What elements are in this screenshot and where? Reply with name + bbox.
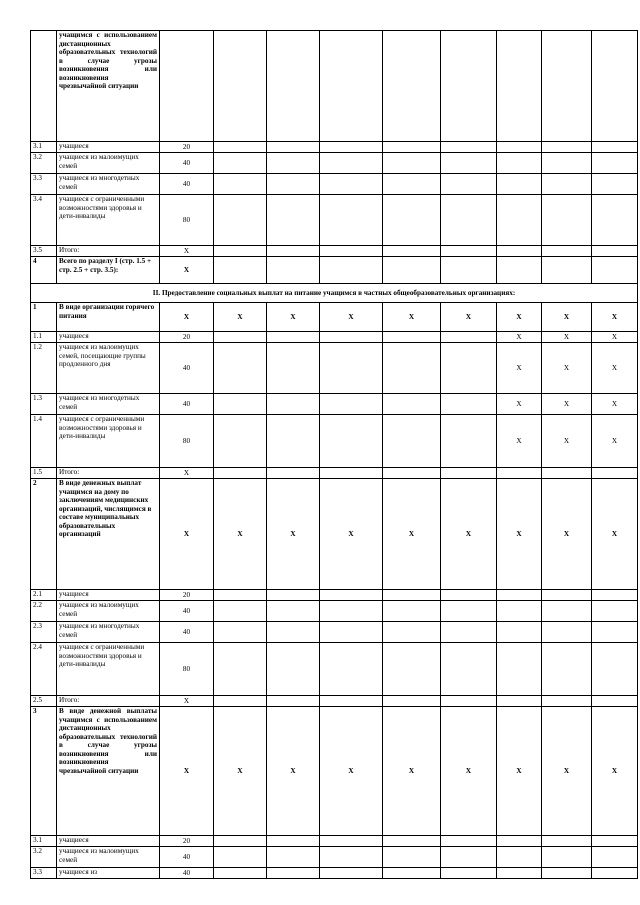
payments-table — [30, 30, 638, 879]
row-cell — [267, 468, 320, 479]
row-label: учащиеся из многодетных семей — [57, 622, 160, 643]
row-label: учащиеся из малоимущих семей — [57, 847, 160, 868]
table-row — [31, 343, 638, 394]
document-page — [30, 30, 617, 879]
table-row — [31, 394, 638, 415]
row-cell — [320, 868, 383, 879]
row-cell: Х — [542, 394, 592, 415]
row-label: В виде организации горячего питания — [57, 303, 160, 332]
row-cell: Х — [320, 707, 383, 836]
row-label: учащиеся с ограниченными возможностями здоровья и дети-инвалиды — [57, 195, 160, 246]
row-cell — [592, 153, 638, 174]
row-number: 2.1 — [31, 590, 57, 601]
row-value: 20 — [160, 590, 214, 601]
table-row — [31, 195, 638, 246]
row-cell — [214, 394, 267, 415]
table-row — [31, 257, 638, 284]
row-cell — [497, 868, 542, 879]
row-cell — [542, 468, 592, 479]
table-row — [31, 246, 638, 257]
row-cell — [267, 415, 320, 468]
row-cell — [214, 195, 267, 246]
row-value: Х — [160, 696, 214, 707]
row-cell — [441, 836, 497, 847]
row-number: 3.1 — [31, 836, 57, 847]
row-number: 3.3 — [31, 868, 57, 879]
row-cell — [320, 643, 383, 696]
section-header: II. Предоставление социальных выплат на питание учащимся в частных общеобразовательных организациях: — [31, 284, 638, 303]
row-cell — [383, 153, 441, 174]
row-cell — [497, 601, 542, 622]
row-cell — [441, 601, 497, 622]
row-cell — [383, 847, 441, 868]
row-value: 40 — [160, 394, 214, 415]
row-number: 2.2 — [31, 601, 57, 622]
row-cell — [383, 590, 441, 601]
row-label: учащимся с использованием дистанционных образовательных технологий в случае угрозы возникновения или возникновения чрезвычайной ситуации — [57, 31, 160, 142]
row-number: 1 — [31, 303, 57, 332]
row-cell: Х — [497, 343, 542, 394]
row-number: 1.1 — [31, 332, 57, 343]
row-cell: Х — [214, 479, 267, 590]
row-cell — [542, 31, 592, 142]
row-cell — [441, 343, 497, 394]
row-cell — [383, 142, 441, 153]
row-cell — [320, 195, 383, 246]
row-cell — [497, 468, 542, 479]
row-cell — [592, 601, 638, 622]
row-cell — [383, 195, 441, 246]
row-cell: Х — [542, 479, 592, 590]
row-number: 1.4 — [31, 415, 57, 468]
table-row — [31, 153, 638, 174]
row-cell — [320, 696, 383, 707]
row-cell: Х — [267, 479, 320, 590]
row-cell: Х — [441, 479, 497, 590]
row-cell — [320, 622, 383, 643]
row-cell — [592, 142, 638, 153]
row-label: Итого: — [57, 246, 160, 257]
row-cell — [542, 622, 592, 643]
row-cell — [383, 332, 441, 343]
row-cell — [497, 836, 542, 847]
row-cell: Х — [267, 707, 320, 836]
row-cell — [267, 153, 320, 174]
row-cell — [383, 468, 441, 479]
table-row — [31, 696, 638, 707]
row-cell — [267, 643, 320, 696]
row-cell: Х — [542, 303, 592, 332]
row-cell: Х — [542, 343, 592, 394]
row-cell: Х — [497, 479, 542, 590]
row-cell — [441, 847, 497, 868]
row-cell — [214, 468, 267, 479]
row-cell — [267, 601, 320, 622]
row-cell — [441, 415, 497, 468]
row-label: учащиеся — [57, 590, 160, 601]
row-cell: Х — [441, 707, 497, 836]
row-cell — [320, 174, 383, 195]
row-cell: Х — [542, 707, 592, 836]
row-cell — [383, 343, 441, 394]
row-cell — [441, 246, 497, 257]
row-cell — [267, 31, 320, 142]
row-cell — [214, 332, 267, 343]
row-cell — [441, 195, 497, 246]
row-value: 40 — [160, 153, 214, 174]
row-cell — [267, 343, 320, 394]
row-cell — [592, 195, 638, 246]
row-cell — [320, 31, 383, 142]
row-cell — [441, 174, 497, 195]
row-label: учащиеся с ограниченными возможностями здоровья и дети-инвалиды — [57, 643, 160, 696]
row-cell — [267, 696, 320, 707]
row-cell — [214, 601, 267, 622]
row-value: 40 — [160, 868, 214, 879]
row-cell: Х — [320, 479, 383, 590]
row-number: 3 — [31, 707, 57, 836]
row-cell — [214, 622, 267, 643]
row-cell — [592, 847, 638, 868]
row-value: Х — [160, 257, 214, 284]
row-label: учащиеся из — [57, 868, 160, 879]
row-cell — [383, 836, 441, 847]
row-cell — [592, 590, 638, 601]
row-value: Х — [160, 707, 214, 836]
row-cell — [383, 868, 441, 879]
row-number: 3.2 — [31, 153, 57, 174]
row-cell — [267, 394, 320, 415]
row-cell — [383, 622, 441, 643]
row-cell — [497, 643, 542, 696]
row-cell — [320, 142, 383, 153]
row-cell — [542, 142, 592, 153]
row-cell — [320, 332, 383, 343]
row-cell — [441, 590, 497, 601]
row-number: 3.4 — [31, 195, 57, 246]
row-number: 1.2 — [31, 343, 57, 394]
row-cell: Х — [497, 394, 542, 415]
row-cell — [320, 153, 383, 174]
row-cell — [542, 601, 592, 622]
row-cell — [383, 174, 441, 195]
row-cell — [441, 153, 497, 174]
row-cell — [497, 246, 542, 257]
row-label: учащиеся с ограниченными возможностями здоровья и дети-инвалиды — [57, 415, 160, 468]
table-row — [31, 479, 638, 590]
row-cell — [320, 257, 383, 284]
table-row — [31, 601, 638, 622]
row-value: 40 — [160, 343, 214, 394]
row-cell — [542, 696, 592, 707]
row-cell: Х — [497, 303, 542, 332]
row-value: 20 — [160, 142, 214, 153]
row-label: учащиеся из многодетных семей — [57, 174, 160, 195]
row-cell — [320, 246, 383, 257]
row-cell: Х — [214, 303, 267, 332]
row-cell — [214, 246, 267, 257]
row-number: 4 — [31, 257, 57, 284]
row-cell — [542, 847, 592, 868]
row-cell — [267, 246, 320, 257]
table-row — [31, 707, 638, 836]
row-cell — [214, 868, 267, 879]
row-number: 3.1 — [31, 142, 57, 153]
row-value: Х — [160, 246, 214, 257]
row-cell — [592, 468, 638, 479]
row-number: 1.5 — [31, 468, 57, 479]
row-value: 40 — [160, 847, 214, 868]
row-cell: Х — [542, 332, 592, 343]
row-cell: Х — [497, 707, 542, 836]
row-cell — [383, 643, 441, 696]
row-cell — [497, 153, 542, 174]
row-cell — [383, 257, 441, 284]
row-cell — [383, 601, 441, 622]
row-cell — [497, 31, 542, 142]
row-label: В виде денежных выплат учащимся на дому по заключениям медицинских организаций, числящимся в составе муниципальных образовательных организаций — [57, 479, 160, 590]
row-label: Итого: — [57, 696, 160, 707]
row-cell — [542, 246, 592, 257]
row-cell — [592, 622, 638, 643]
row-cell — [592, 836, 638, 847]
row-cell — [267, 590, 320, 601]
row-cell — [592, 31, 638, 142]
table-row — [31, 643, 638, 696]
row-cell — [592, 174, 638, 195]
table-row — [31, 590, 638, 601]
row-cell — [441, 868, 497, 879]
row-cell: Х — [592, 332, 638, 343]
table-row — [31, 847, 638, 868]
row-cell — [267, 836, 320, 847]
table-row — [31, 468, 638, 479]
row-value: 40 — [160, 174, 214, 195]
row-cell — [542, 257, 592, 284]
row-value: 80 — [160, 415, 214, 468]
row-cell — [267, 332, 320, 343]
row-cell — [214, 343, 267, 394]
row-cell — [542, 836, 592, 847]
row-value: Х — [160, 303, 214, 332]
row-cell — [497, 696, 542, 707]
row-cell — [214, 847, 267, 868]
row-cell — [441, 468, 497, 479]
table-row — [31, 174, 638, 195]
table-body — [31, 31, 638, 879]
row-cell — [441, 31, 497, 142]
table-row — [31, 303, 638, 332]
row-cell: Х — [441, 303, 497, 332]
row-cell — [497, 257, 542, 284]
row-cell: Х — [383, 303, 441, 332]
row-cell — [320, 847, 383, 868]
row-value — [160, 31, 214, 142]
row-cell — [267, 174, 320, 195]
row-number: 2 — [31, 479, 57, 590]
row-value: 20 — [160, 836, 214, 847]
row-label: Всего по разделу I (стр. 1.5 + стр. 2.5 + стр. 3.5): — [57, 257, 160, 284]
row-cell — [542, 195, 592, 246]
row-cell: Х — [542, 415, 592, 468]
row-cell — [497, 590, 542, 601]
row-cell — [320, 836, 383, 847]
row-cell — [542, 868, 592, 879]
row-label: учащиеся из малоимущих семей, посещающие группы продленного дня — [57, 343, 160, 394]
row-value: 20 — [160, 332, 214, 343]
row-cell: Х — [267, 303, 320, 332]
row-cell — [542, 643, 592, 696]
row-label: учащиеся из многодетных семей — [57, 394, 160, 415]
row-cell — [441, 332, 497, 343]
row-cell — [441, 643, 497, 696]
row-cell — [383, 31, 441, 142]
row-cell: Х — [592, 479, 638, 590]
row-cell — [267, 195, 320, 246]
row-value: Х — [160, 479, 214, 590]
row-cell — [592, 696, 638, 707]
row-cell — [214, 257, 267, 284]
row-cell — [320, 394, 383, 415]
row-number: 1.3 — [31, 394, 57, 415]
row-label: В виде денежной выплаты учащимся с использованием дистанционных образовательных технологий в случае угрозы возникновения или возникновения чрезвычайной ситуации — [57, 707, 160, 836]
row-label: учащиеся — [57, 332, 160, 343]
row-cell — [267, 847, 320, 868]
row-cell: Х — [497, 415, 542, 468]
row-cell — [267, 142, 320, 153]
row-cell: Х — [592, 343, 638, 394]
section-header-row — [31, 284, 638, 303]
row-cell — [592, 257, 638, 284]
row-cell — [542, 590, 592, 601]
row-cell — [441, 394, 497, 415]
row-cell — [214, 696, 267, 707]
row-cell — [320, 415, 383, 468]
row-label: учащиеся из малоимущих семей — [57, 153, 160, 174]
row-number: 3.3 — [31, 174, 57, 195]
table-row — [31, 31, 638, 142]
row-number: 2.4 — [31, 643, 57, 696]
row-cell: Х — [383, 707, 441, 836]
row-cell — [592, 246, 638, 257]
row-cell: Х — [592, 707, 638, 836]
table-row — [31, 868, 638, 879]
row-cell — [214, 142, 267, 153]
row-value: 40 — [160, 622, 214, 643]
row-cell — [542, 174, 592, 195]
row-cell: Х — [592, 303, 638, 332]
row-cell — [214, 643, 267, 696]
row-cell: Х — [320, 303, 383, 332]
row-number: 2.5 — [31, 696, 57, 707]
row-number: 3.2 — [31, 847, 57, 868]
row-number — [31, 31, 57, 142]
row-cell — [214, 31, 267, 142]
row-cell — [497, 847, 542, 868]
row-cell — [267, 868, 320, 879]
row-label: Итого: — [57, 468, 160, 479]
row-cell — [383, 415, 441, 468]
row-cell — [320, 343, 383, 394]
row-cell — [441, 257, 497, 284]
row-cell — [441, 696, 497, 707]
row-number: 2.3 — [31, 622, 57, 643]
row-value: 80 — [160, 643, 214, 696]
row-cell: Х — [592, 394, 638, 415]
row-value: Х — [160, 468, 214, 479]
row-cell — [320, 601, 383, 622]
row-cell — [441, 622, 497, 643]
row-cell: Х — [214, 707, 267, 836]
row-cell — [383, 246, 441, 257]
row-label: учащиеся — [57, 836, 160, 847]
row-cell — [214, 174, 267, 195]
row-value: 40 — [160, 601, 214, 622]
row-cell — [320, 590, 383, 601]
row-cell — [214, 153, 267, 174]
row-cell — [592, 643, 638, 696]
table-row — [31, 142, 638, 153]
row-cell — [383, 696, 441, 707]
table-row — [31, 415, 638, 468]
row-cell — [441, 142, 497, 153]
row-cell — [320, 468, 383, 479]
row-cell — [497, 142, 542, 153]
row-cell — [267, 257, 320, 284]
table-row — [31, 836, 638, 847]
row-cell: Х — [592, 415, 638, 468]
row-cell — [542, 153, 592, 174]
row-cell: Х — [497, 332, 542, 343]
row-cell — [214, 836, 267, 847]
row-cell — [497, 622, 542, 643]
row-number: 3.5 — [31, 246, 57, 257]
row-value: 80 — [160, 195, 214, 246]
row-cell — [497, 195, 542, 246]
row-cell — [383, 394, 441, 415]
row-label: учащиеся из малоимущих семей — [57, 601, 160, 622]
row-cell — [592, 868, 638, 879]
table-row — [31, 332, 638, 343]
row-cell: Х — [383, 479, 441, 590]
row-cell — [214, 415, 267, 468]
row-cell — [214, 590, 267, 601]
row-cell — [267, 622, 320, 643]
row-label: учащиеся — [57, 142, 160, 153]
table-row — [31, 622, 638, 643]
row-cell — [497, 174, 542, 195]
